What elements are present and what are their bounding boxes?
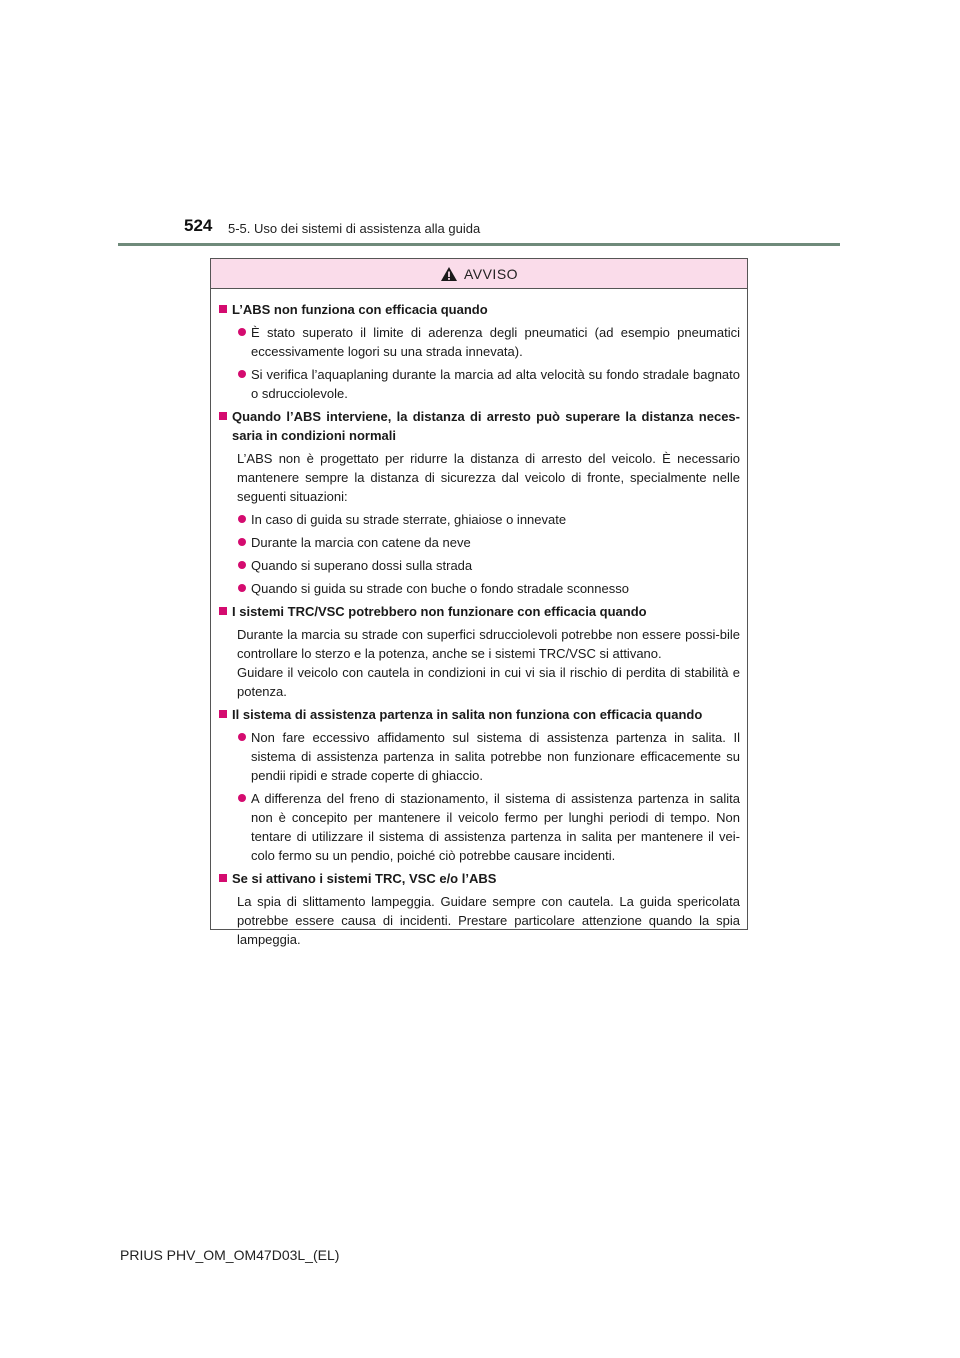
list-item: Quando si superano dossi sulla strada [238,556,740,575]
list-item: È stato superato il limite di aderenza degli pneumatici (ad esempio pneumatici eccessivamente logori su una strada innevata). [238,323,740,361]
round-bullet-icon [238,515,246,523]
list-item: In caso di guida su strade sterrate, ghiaiose o innevate [238,510,740,529]
page-number: 524 [184,216,213,235]
round-bullet-icon [238,733,246,741]
list-item: Quando si guida su strade con buche o fondo stradale sconnesso [238,579,740,598]
square-bullet-icon [219,412,227,420]
warning-box [210,258,748,947]
section-heading: Quando l’ABS interviene, la distanza di arresto può superare la distanza neces-saria in condizioni normali [219,407,740,445]
round-bullet-icon [238,328,246,336]
section-title: 5-5. Uso dei sistemi di assistenza alla guida [228,221,481,236]
round-bullet-icon [238,561,246,569]
document-code: PRIUS PHV_OM_OM47D03L_(EL) [120,1247,340,1263]
warning-header [211,259,747,289]
list-item: Non fare eccessivo affidamento sul sistema di assistenza partenza in salita. Il sistema di assistenza partenza in salita potrebbe non funzionare efficacemente su pendii ripidi e strade coperte di ghiaccio. [238,728,740,785]
square-bullet-icon [219,710,227,718]
section-heading: Se si attivano i sistemi TRC, VSC e/o l’ABS [219,869,740,888]
paragraph: Guidare il veicolo con cautela in condizioni in cui vi sia il rischio di perdita di stabilità e potenza. [237,665,740,699]
round-bullet-icon [238,538,246,546]
list-item: Si verifica l’aquaplaning durante la marcia ad alta velocità su fondo stradale bagnato o sdrucciolevole. [238,365,740,403]
section-heading: L’ABS non funziona con efficacia quando [219,300,740,319]
round-bullet-icon [238,584,246,592]
square-bullet-icon [219,607,227,615]
list-item: Durante la marcia con catene da neve [238,533,740,552]
section-heading: Il sistema di assistenza partenza in salita non funziona con efficacia quando [219,705,740,724]
square-bullet-icon [219,874,227,882]
paragraph: La spia di slittamento lampeggia. Guidare sempre con cautela. La guida spericolata potrebbe essere causa di incidenti. Prestare particolare attenzione quando la spia lampeggia. [237,894,740,947]
round-bullet-icon [238,370,246,378]
warning-title: AVVISO [463,265,519,282]
square-bullet-icon [219,305,227,313]
paragraph: L’ABS non è progettato per ridurre la distanza di arresto del veicolo. È necessario mantenere sempre la distanza di sicurezza dal veicolo di fronte, specialmente nelle seguenti situazioni: [237,451,740,504]
list-item: A differenza del freno di stazionamento, il sistema di assistenza partenza in salita non è concepito per mantenere il veicolo fermo per lunghi periodi di tempo. Non tentare di utilizzare il sistema di assistenza partenza in salita per mantenere il vei-colo fermo su un pendio, poiché ciò potrebbe causare incidenti. [238,789,740,865]
round-bullet-icon [238,794,246,802]
header-rule [118,243,840,246]
section-heading: I sistemi TRC/VSC potrebbero non funzionare con efficacia quando [219,602,740,621]
paragraph: Durante la marcia su strade con superfici sdrucciolevoli potrebbe non essere possi-bile controllare lo sterzo e la potenza, anche se i sistemi TRC/VSC si attivano. [237,627,740,661]
warning-body [211,289,747,949]
warning-triangle-icon [440,266,458,282]
